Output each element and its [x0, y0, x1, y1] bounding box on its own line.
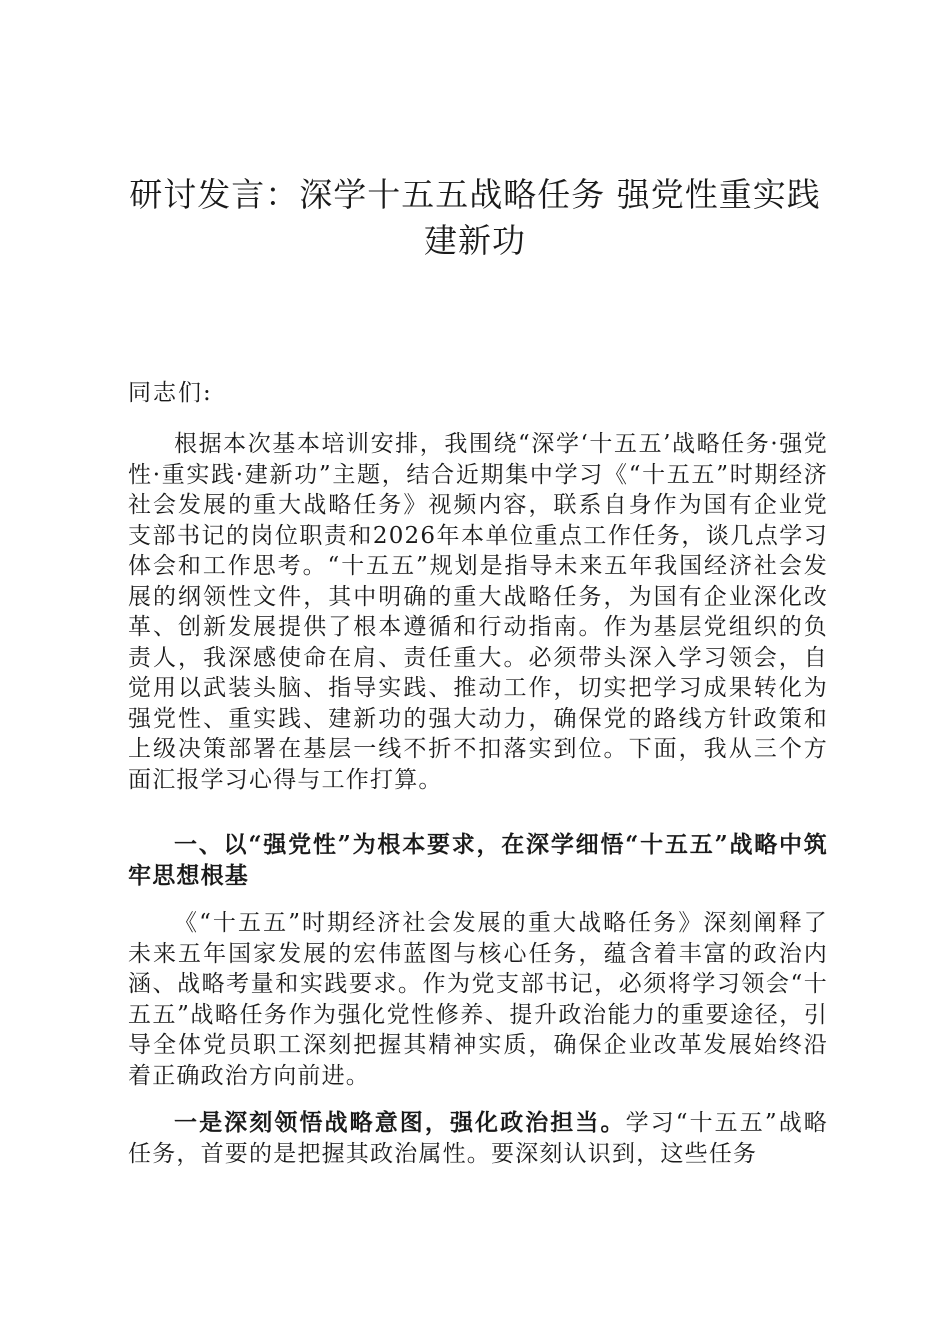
intro-paragraph: 根据本次基本培训安排，我围绕“深学‘十五五’战略任务·强党性·重实践·建新功”主题，结合近期集中学习《“十五五”时期经济社会发展的重大战略任务》视频内容，联系自身作为国有企业党支部书记的岗位职责和2026年本单位重点工作任务，谈几点学习体会和工作思考。“十五五”规划是指导未来五年我国经济社会发展的纲领性文件，其中明确的重大战略任务，为国有企业深化改革、创新发展提供了根本遵循和行动指南。作为基层党组织的负责人，我深感使命在肩、责任重大。必须带头深入学习领会，自觉用以武装头脑、指导实践、推动工作，切实把学习成果转化为强党性、重实践、建新功的强大动力，确保党的路线方针政策和上级决策部署在基层一线不折不扣落实到位。下面，我从三个方面汇报学习心得与工作打算。: [128, 431, 828, 793]
point-1-text: 学习“十五五”战略任务，首要的是把握其政治属性。要深刻认识到，这些任务: [128, 1110, 828, 1167]
section-heading-1: 一、以“强党性”为根本要求，在深学细悟“十五五”战略中筑牢思想根基: [128, 831, 828, 889]
salutation: 同志们:: [128, 380, 213, 406]
document-title: 研讨发言：深学十五五战略任务 强党性重实践建新功: [129, 175, 821, 260]
point-1-lead: 一是深刻领悟战略意图，强化政治担当。: [174, 1109, 626, 1136]
section-1-paragraph: 《“十五五”时期经济社会发展的重大战略任务》深刻阐释了未来五年国家发展的宏伟蓝图与核心任务，蕴含着丰富的政治内涵、战略考量和实践要求。作为党支部书记，必须将学习领会“十五五”战略任务作为强化党性修养、提升政治能力的重要途径，引导全体党员职工深刻把握其精神实质，确保企业改革发展始终沿着正确政治方向前进。: [128, 910, 828, 1089]
section-1-point-1-paragraph: [128, 1108, 828, 1169]
